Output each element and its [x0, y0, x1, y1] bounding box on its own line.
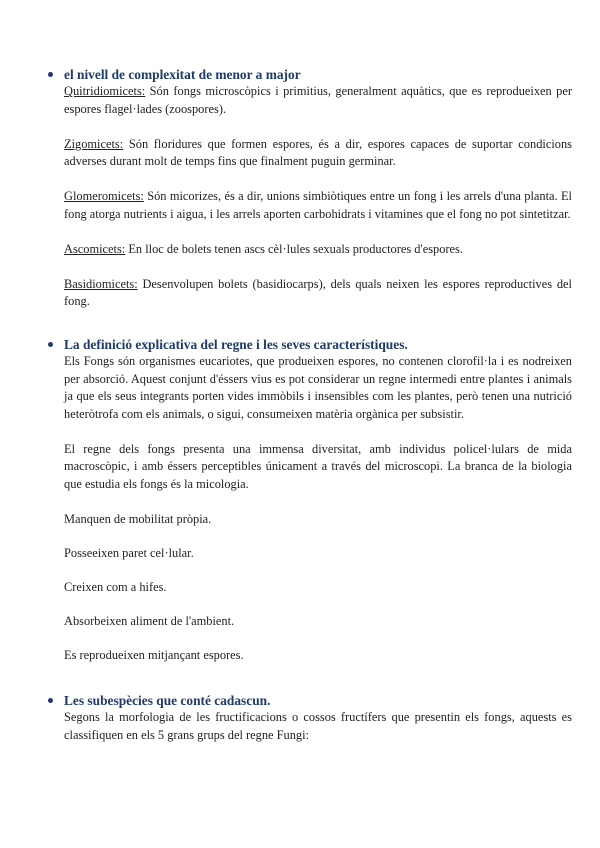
definition-glomeromicets: Són micorizes, és a dir, unions simbiòtiques entre un fong i les arrels d'una planta. El fong atorga nutrients i aigua, i les arrels aporten carbohidrats i vitamines que el fong no pot sintetitzar. — [64, 189, 572, 221]
bullet-icon — [48, 698, 53, 703]
definition-zigomicets: Són floridures que formen espores, és a dir, espores capaces de suportar condicions adverses durant molt de temps fins que finalment puguin germinar. — [64, 136, 572, 168]
section-definition — [48, 336, 572, 664]
feature-item: Absorbeixen aliment de l'ambient. — [64, 613, 235, 628]
paragraph-ascomicets — [64, 241, 572, 259]
definition-ascomicets: En lloc de bolets tenen ascs cèl·lules sexuals productores d'espores. — [125, 241, 463, 256]
paragraph-classification: Segons la morfologia de les fructificacions o cossos fructífers que presentin els fongs, aquests es classifiquen en els 5 grans grups del regne Fungi: — [64, 710, 572, 742]
term-quitridiomicets: Quitridiomicets: — [64, 84, 146, 98]
bullet-icon — [48, 72, 53, 77]
definition-quitridiomicets: Són fongs microscòpics i primitius, generalment aquàtics, que es reprodueixen per espores flagel·lades (zoospores). — [64, 84, 572, 116]
paragraph-diversity: El regne dels fongs presenta una immensa diversitat, amb individus policel·lulars de mida macroscòpic, i amb éssers perceptibles únicament a través del microscopi. La branca de la biologia que estudia els fongs és la micologia. — [64, 441, 572, 491]
term-basidiomicets: Basidiomicets: — [64, 276, 138, 291]
section-complexity — [48, 66, 572, 311]
heading-text: el nivell de complexitat de menor a major — [64, 67, 301, 82]
term-ascomicets: Ascomicets: — [64, 241, 126, 256]
section-subspecies — [48, 692, 572, 744]
paragraph-glomeromicets — [64, 188, 572, 223]
bullet-icon — [48, 342, 53, 347]
definition-basidiomicets: Desenvolupen bolets (basidiocarps), dels quals neixen les espores reproductives del fong. — [64, 276, 572, 308]
section-heading-complexity — [48, 66, 572, 83]
term-glomeromicets: Glomeromicets: — [64, 189, 144, 203]
paragraph-zigomicets — [64, 136, 572, 171]
heading-text: La definició explicativa del regne i les seves característiques. — [64, 337, 408, 352]
feature-item: Manquen de mobilitat pròpia. — [64, 511, 212, 526]
heading-text: Les subespècies que conté cadascun. — [64, 693, 271, 708]
feature-item: Es reprodueixen mitjançant espores. — [64, 647, 244, 662]
paragraph-definition: Els Fongs són organismes eucariotes, que produeixen espores, no contenen clorofil·la i es nodreixen per absorció. Aquest conjunt d'éssers vius es pot considerar un regne intermedi entre plantes i animals ja que els seus integrants porten vides immòbils i insensibles com les plantes, però tenen una nutrició heteròtrofa com els animals, o sigui, consumeixen matèria orgànica per subsistir. — [64, 354, 572, 421]
feature-item: Posseeixen paret cel·lular. — [64, 545, 194, 560]
feature-item: Creixen com a hifes. — [64, 579, 167, 594]
paragraph-quitridiomicets — [64, 83, 572, 118]
section-heading-subspecies — [48, 692, 572, 709]
paragraph-basidiomicets — [64, 276, 572, 311]
term-zigomicets: Zigomicets: — [64, 136, 124, 151]
section-heading-definition — [48, 336, 572, 353]
